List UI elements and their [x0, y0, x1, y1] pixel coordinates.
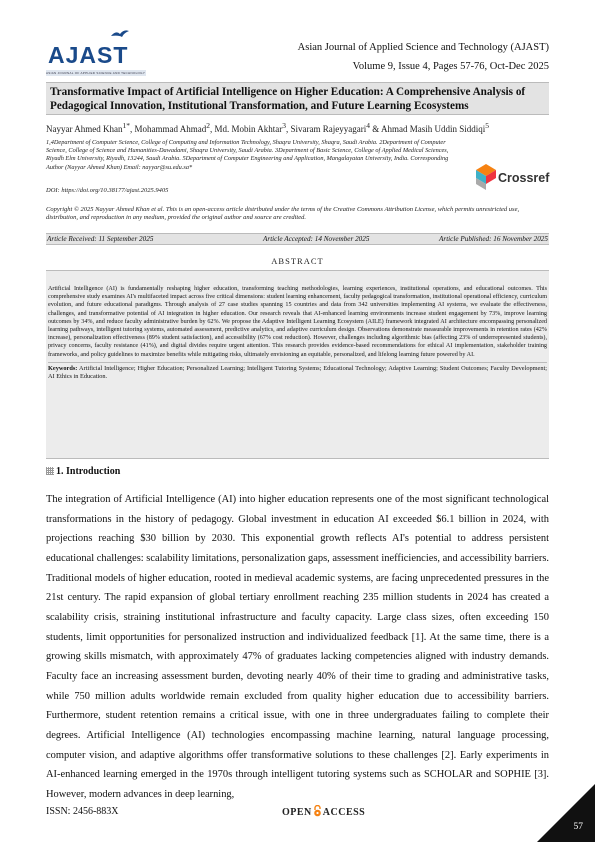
page-corner	[537, 784, 595, 842]
volume-info: Volume 9, Issue 4, Pages 57-76, Oct-Dec 2025	[352, 61, 549, 72]
abstract-text: Artificial Intelligence (AI) is fundamentally reshaping higher education, transforming teaching methodologies, learning experiences, institutional operations, and educational outcomes. This comprehensive study examines AI's multifaceted impact across five critical dimensions: student learning enhancement, faculty pedagogical transformation, institutional operational efficiency, curriculum evolution, and future educational paradigms. Through analysis of 27 case studies spanning 15 countries and data from 342 universities implementing AI systems, we evaluate the effectiveness, challenges, and transformative potential of AI integration in higher education. Our research reveals that AI-enhanced learning environments increase student engagement by 73%, improve learning outcomes by 34%, and reduce faculty administrative burden by 62%. We propose the Adaptive Intelligent Learning Ecosystem (AILE) framework integrated AI architecture encompassing personalized learning pathways, intelligent tutoring systems, automated assessment, predictive analytics, and adaptive curriculum design. Observations demonstrate measurable improvements in retention rates (42% increase), personalization effectiveness (89% student satisfaction), and accessibility (67% cost reduction). However, challenges including algorithmic bias (affecting 23% of underrepresented students), privacy concerns, faculty resistance (41%), and digital divides require urgent attention. This research provides evidence-based recommendations for ethical AI implementation, stakeholder training frameworks, and policy guidelines to maximize benefits while mitigating risks, ultimately envisioning an equitable, personalized, and lifelong learning future powered by AI.	[48, 286, 547, 358]
author-name: Mohammad Ahmad	[134, 124, 207, 134]
page-number: 57	[573, 822, 583, 832]
title-band	[46, 82, 549, 115]
keywords-label: Keywords:	[48, 364, 78, 372]
logo-text: AJAST	[48, 42, 129, 68]
journal-logo	[46, 30, 146, 78]
author-sup: 1*	[122, 121, 130, 130]
author-name: Nayyar Ahmed Khan	[46, 124, 123, 134]
grid-icon	[46, 467, 54, 475]
crossref-badge[interactable]	[476, 164, 551, 192]
journal-name: Asian Journal of Applied Science and Technology (AJAST)	[297, 42, 549, 53]
date-received: Article Received: 11 September 2025	[47, 235, 154, 243]
section-heading-text: 1. Introduction	[56, 466, 121, 477]
author-name: Md. Mobin Akhtar	[214, 124, 283, 134]
author-sup: 5	[485, 121, 490, 130]
open-access-pre: OPEN	[282, 807, 312, 818]
open-access-post: ACCESS	[322, 807, 366, 818]
doi-link[interactable]: DOI: https://doi.org/10.38177/ajast.2025.9405	[46, 187, 169, 194]
crossref-label: Crossref	[498, 171, 550, 185]
author-sup: 2	[206, 121, 210, 130]
copyright-notice: Copyright © 2025 Nayyar Ahmed Khan et al. This is an open-access article distributed under the terms of the Creative Commons Attribution License, which permits unrestricted use, distribution, and reproduction in any medium, provided the original author and source are credited.	[46, 206, 520, 222]
author-sup: 3	[282, 121, 286, 130]
article-title: Transformative Impact of Artificial Intelligence on Higher Education: A Comprehensive Analysis of Pedagogical Innovation, Institutional Transformation, and Future Learning Ecosystems	[50, 86, 526, 112]
open-lock-icon	[313, 805, 322, 817]
date-accepted: Article Accepted: 14 November 2025	[263, 235, 370, 243]
author-name: Ahmad Masih Uddin Siddiqi	[381, 124, 486, 134]
section-heading	[46, 466, 120, 477]
abstract-box	[46, 270, 549, 459]
abstract-heading: ABSTRACT	[271, 256, 324, 266]
date-published: Article Published: 16 November 2025	[439, 235, 548, 243]
affiliations: 1,4Department of Computer Science, College of Computing and Information Technology, Shaqra University, Shaqra, Saudi Arabia. 2Department of Computer Science, College of Science and Humanities-Dawadami, Shaqra University, Saudi Arabia. 3Department of Basic Science, College of Applied Medical Sciences, Riyadh Elm University, Riyadh, 13244, Saudi Arabia. 5Department of Computer Engineering and Application, Mangalayatan University, India. Corresponding Author (Nayyar Ahmed Khan) Email: nayyar@su.edu.sa*	[46, 139, 449, 171]
author-sup: 4	[366, 121, 370, 130]
crossref-icon	[476, 164, 496, 190]
dates-band	[46, 233, 549, 245]
intro-body: The integration of Artificial Intelligence (AI) into higher education represents one of the most significant technological transformations in the history of pedagogy. Global investment in education AI exceeded $6.1 billion in 2024, with projections reaching $30 billion by 2030. This exponential growth reflects AI's potential to address persistent educational challenges: scalability limitations, personalization gaps, assessment inefficiencies, and accessibility barriers. Traditional models of higher education, rooted in medieval academic systems, are facing unprecedented pressures in the 21st century. The rapid expansion of global tertiary enrollment reaching 235 million students in 2024 has created a scalability crisis, straining institutional infrastructure and faculty capacity. Large class sizes, often exceeding 150 students, limit opportunities for personalized instruction and individualized feedback [1]. At the same time, there is a growing skills mismatch, with approximately 47% of graduates lacking competencies aligned with industry demands. Faculty face an increasing assessment burden, devoting nearly 40% of their time to grading and administrative tasks, while 750 million adults worldwide remain excluded from quality higher education due to accessibility barriers. Furthermore, student retention remains a critical issue, with one in three undergraduates failing to complete their degrees. Artificial Intelligence (AI) technologies encompassing machine learning, natural language processing, computer vision, and adaptive algorithms offer transformative solutions to these challenges [2]. Early experiments in AI-enhanced learning emerged in the 1970s through intelligent tutoring systems such as SCHOLAR and SOPHIE [3]. However, modern advances in deep learning,	[46, 494, 549, 800]
author-list: Nayyar Ahmed Khan$^{1*}$, Mohammad Ahmad$^2$, Md. Mobin Akhtar$^3$, Sivaram Rajeyyagari$^4$ & Ahmad Masih Uddin Siddiqi$^5$	[46, 121, 490, 134]
keywords-text: Artificial Intelligence; Higher Education; Personalized Learning; Intelligent Tutoring Systems; Educational Technology; Adaptive Learning; Student Outcomes; Faculty Development; AI Ethics in Education.	[48, 364, 547, 381]
keywords-line	[48, 362, 547, 381]
issn: ISSN: 2456-883X	[46, 806, 119, 817]
open-access-logo	[282, 805, 365, 818]
author-name: Sivaram Rajeyyagari	[290, 124, 367, 134]
bird-icon	[110, 28, 130, 40]
logo-subtitle: ASIAN JOURNAL OF APPLIED SCIENCE AND TECHNOLOGY	[46, 71, 146, 75]
